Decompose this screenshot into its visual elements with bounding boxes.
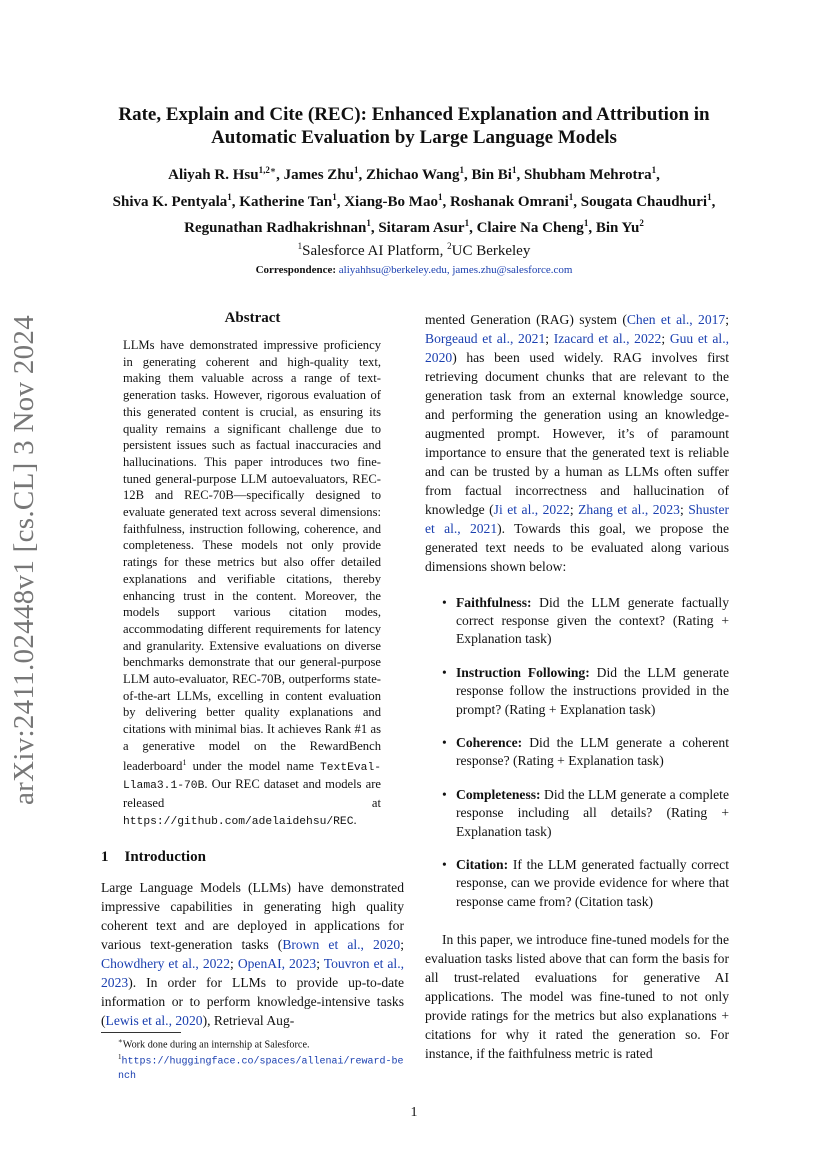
model-name: TextEval-Llama3.1-70B <box>123 761 381 793</box>
paper-title: Rate, Explain and Cite (REC): Enhanced Explanation and Attribution in Automatic Evaluation by Large Language Models <box>118 104 710 148</box>
rewardbench-link[interactable]: https://huggingface.co/spaces/allenai/reward-bench <box>118 1056 404 1082</box>
citation-link[interactable]: Lewis et al., 2020 <box>105 1013 203 1028</box>
dimension-description: Did the LLM generate response follow the instructions provided in the prompt? (Rating + Explanation task) <box>456 665 729 717</box>
author-separator: , <box>588 220 596 236</box>
dimension-term: Coherence: <box>456 735 523 751</box>
citation-separator: ; <box>545 331 554 346</box>
intro-text: Large Language Models (LLMs) have demonstrated impressive capabilities in generating high quality coherent text and are deployed in applications for various text-generation tasks ( <box>101 880 404 952</box>
author-name: Aliyah R. Hsu <box>168 167 259 183</box>
author-affiliation-marker: 1 <box>511 165 517 175</box>
github-repo-link[interactable]: https://github.com/adelaidehsu/REC <box>123 815 354 828</box>
footnote-ref-1[interactable]: 1 <box>182 757 187 767</box>
dimension-description: Did the LLM generate factually correct response given the context? (Rating + Explanation task) <box>456 595 729 647</box>
dimension-description: If the LLM generated factually correct response, can we provide evidence for where that response came from? (Citation task) <box>456 857 729 909</box>
author-name: James Zhu <box>283 167 354 183</box>
author-separator: , <box>231 193 240 210</box>
left-column <box>101 310 404 831</box>
bullet-icon: • <box>442 665 447 681</box>
right-column <box>425 310 729 1063</box>
page-number: 1 <box>410 1105 418 1120</box>
bullet-icon: • <box>442 595 447 610</box>
author-affiliation-marker: 1 <box>437 191 443 202</box>
author-affiliation-marker: 1 <box>707 191 712 202</box>
section-title: Introduction <box>124 849 206 865</box>
affiliation-berkeley: UC Berkeley <box>451 243 531 259</box>
citation-separator: ; <box>230 956 238 971</box>
author-separator: , <box>516 167 524 183</box>
body-text: mented Generation (RAG) system ( <box>425 312 627 327</box>
author-name: Katherine Tan <box>239 193 333 210</box>
intro-text: ), Retrieval Aug- <box>202 1013 295 1028</box>
author-affiliation-marker: 1 <box>459 165 465 175</box>
footnote-rewardbench <box>101 1051 404 1082</box>
arxiv-identifier-stamp: arXiv:2411.02448v1 [cs.CL] 3 Nov 2024 <box>8 314 40 806</box>
abstract-text-end: . <box>353 812 357 827</box>
section-number: 1 <box>101 849 109 865</box>
author-affiliation-marker: 2 <box>639 218 644 228</box>
citation-separator: ; <box>400 937 404 952</box>
abstract-heading: Abstract <box>224 310 281 326</box>
author-separator: , <box>370 220 379 236</box>
list-item <box>425 594 729 649</box>
citation-link[interactable]: Chowdhery et al., 2022 <box>101 956 231 971</box>
author-name: Bin Bi <box>471 167 512 183</box>
citation-separator: ; <box>679 502 689 517</box>
footnotes <box>101 1035 404 1083</box>
citation-link[interactable]: Chen et al., 2017 <box>626 312 726 327</box>
citation-link[interactable]: Ji et al., 2022 <box>493 502 570 517</box>
abstract-text-mid: under the model name <box>186 758 320 773</box>
author-separator: , <box>469 220 477 236</box>
affiliation-salesforce: Salesforce AI Platform, <box>302 243 448 259</box>
affiliations <box>100 241 728 260</box>
author-separator: , <box>442 193 450 210</box>
dimension-description: Did the LLM generate a coherent response? (Rating + Explanation task) <box>456 735 729 769</box>
author-affiliation-marker: 1 <box>332 191 337 202</box>
evaluation-dimensions-list <box>425 594 729 911</box>
dimension-term: Completeness: <box>456 787 541 803</box>
citation-link[interactable]: Borgeaud et al., 2021 <box>425 331 546 346</box>
author-separator: , <box>358 167 366 183</box>
dimension-term: Instruction Following: <box>456 665 590 681</box>
citation-separator: ; <box>661 331 670 346</box>
author-name: Zhichao Wang <box>366 167 460 183</box>
bullet-icon: • <box>442 735 447 751</box>
footnote-divider <box>101 1032 181 1033</box>
author-name: Regunathan Radhakrishnan <box>184 220 367 236</box>
correspondence-emails-link[interactable]: aliyahhsu@berkeley.edu, james.zhu@salesforce.com <box>338 264 573 276</box>
author-separator: , <box>573 193 581 210</box>
footnote-marker: 1 <box>118 1053 122 1062</box>
footnote-marker: ∗ <box>118 1037 123 1045</box>
citation-separator: ; <box>725 312 729 327</box>
author-affiliation-marker: 1 <box>227 191 232 202</box>
correspondence-label: Correspondence: <box>255 264 337 276</box>
citation-link[interactable]: Brown et al., 2020 <box>282 937 401 952</box>
abstract-text-release: . Our REC dataset and models are released at <box>123 777 381 811</box>
citation-link[interactable]: OpenAI, 2023 <box>237 956 317 971</box>
author-separator: , <box>656 167 660 183</box>
author-name: Shubham Mehrotra <box>523 167 652 183</box>
author-name: Sitaram Asur <box>378 220 465 236</box>
author-name: Shiva K. Pentyala <box>112 193 228 210</box>
dimension-term: Faithfulness: <box>456 595 532 610</box>
author-affiliation-marker: 1,2∗ <box>258 165 277 175</box>
list-item <box>425 734 729 770</box>
body-text: ) has been used widely. RAG involves first retrieving document chunks that are relevant to the generation task from an external knowledge source, and performing the generation using an knowledge-augmented prompt. However, it’s of paramount importance to ensure that the generated text is reliable and can be trusted by a human as LLMs often suffer from factual incorrectness and hallucination of knowledge ( <box>425 350 729 517</box>
bullet-icon: • <box>442 787 447 803</box>
footnote-text: Work done during an internship at Salesforce. <box>122 1039 310 1051</box>
section-heading-introduction <box>101 849 206 866</box>
author-list <box>60 160 768 240</box>
list-item <box>425 664 729 719</box>
author-affiliation-marker: 1 <box>354 165 359 175</box>
footnote-internship <box>101 1035 404 1051</box>
list-item <box>425 786 729 841</box>
author-affiliation-marker: 1 <box>366 218 371 228</box>
author-separator: , <box>336 193 345 210</box>
paper-contribution-paragraph: In this paper, we introduce fine-tuned models for the evaluation tasks listed above that can form the basis for all trust-related evaluations for generative AI applications. The model was fine-tuned to not only provide ratings for the metrics but also explanations + citations for why it rated the generation so. For instance, if the faithfulness metric is rated <box>425 931 729 1061</box>
author-separator: , <box>711 193 716 210</box>
affiliation-marker: 2 <box>447 241 452 251</box>
affiliation-marker: 1 <box>297 241 303 251</box>
citation-separator: ; <box>316 956 324 971</box>
author-affiliation-marker: 1 <box>651 165 657 175</box>
abstract-text: LLMs have demonstrated impressive proficiency in generating coherent and high-quality text, making them valuable across a range of text-generation tasks. However, rigorous evaluation of this generated content is crucial, as ensuring its quality remains a significant challenge due to persistent issues such as factual inaccuracies and hallucinations. This paper introduces two fine-tuned general-purpose LLM autoevaluators, REC-12B and REC-70B—specifically designed to evaluate generated text across several dimensions: faithfulness, instruction following, coherence, and completeness. These models not only provide ratings for these metrics but also offer detailed explanations and verifiable citations, thereby enhancing trust in the content. Moreover, the models support various citation modes, accommodating different requirements for latency and granularity. Extensive evaluations on diverse benchmarks demonstrate that our general-purpose LLM auto-evaluator, REC-70B, outperforms state-of-the-art LLMs, excelling in content evaluation by delivering better quality explanations and citations with minimal bias. It achieves Rank #1 as a generative model on the RewardBench leaderboard <box>123 338 381 773</box>
citation-link[interactable]: Zhang et al., 2023 <box>578 502 680 517</box>
citation-link[interactable]: Guu et al., 2020 <box>425 331 729 365</box>
citation-link[interactable]: Izacard et al., 2022 <box>553 331 662 346</box>
author-name: Claire Na Cheng <box>476 220 584 236</box>
citation-link[interactable]: Touvron et al., 2023 <box>101 956 404 990</box>
citation-link[interactable]: Shuster et al., 2021 <box>425 502 729 536</box>
introduction-paragraph <box>101 878 404 1030</box>
author-affiliation-marker: 1 <box>568 191 574 202</box>
correspondence-line <box>100 264 728 276</box>
list-item <box>425 856 729 911</box>
author-name: Xiang-Bo Mao <box>344 193 438 210</box>
author-separator: , <box>464 167 472 183</box>
bullet-icon: • <box>442 857 447 873</box>
rag-paragraph <box>425 310 729 576</box>
author-name: Sougata Chaudhuri <box>580 193 708 210</box>
author-name: Roshanak Omrani <box>449 193 569 210</box>
body-text: ). Towards this goal, we propose the generated text needs to be evaluated along various dimensions shown below: <box>425 521 730 574</box>
dimension-term: Citation: <box>456 857 509 873</box>
intro-text: ). In order for LLMs to provide up-to-date information or to perform knowledge-intensive tasks ( <box>101 975 404 1028</box>
citation-separator: ; <box>569 502 579 517</box>
abstract-body <box>123 337 381 831</box>
author-affiliation-marker: 1 <box>583 218 589 228</box>
author-name: Bin Yu <box>595 220 640 236</box>
dimension-description: Did the LLM generate a complete response including all details? (Rating + Explanation task) <box>456 787 729 839</box>
author-separator: , <box>276 167 284 183</box>
author-affiliation-marker: 1 <box>464 218 470 228</box>
